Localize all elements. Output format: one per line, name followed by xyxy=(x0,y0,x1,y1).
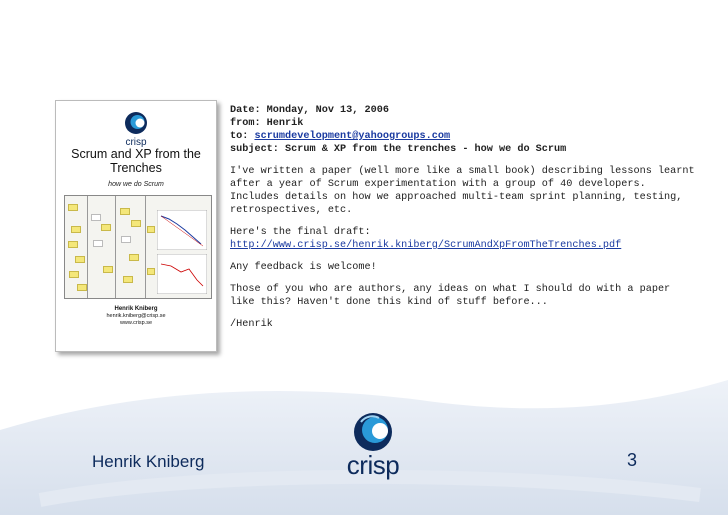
footer-crisp-logo xyxy=(335,410,411,480)
page-number: 3 xyxy=(627,450,638,470)
email-message xyxy=(230,104,700,331)
crisp-logo-icon xyxy=(116,109,156,149)
email-draft-url-link[interactable]: http://www.crisp.se/henrik.kniberg/ScrumAndXpFromTheTrenches.pdf xyxy=(230,240,622,251)
cover-author-site: www.crisp.se xyxy=(119,320,153,326)
email-question: Those of you who are authors, any ideas on what I should do with a paper like this? Haven't done this kind of stuff before... xyxy=(230,284,671,308)
email-subject: subject: Scrum & XP from the trenches - how we do Scrum xyxy=(230,144,567,155)
taskboard-image xyxy=(64,195,212,299)
email-feedback: Any feedback is welcome! xyxy=(230,262,377,273)
email-to-address-link[interactable]: scrumdevelopment@yahoogroups.com xyxy=(254,131,451,142)
cover-author-block xyxy=(56,306,216,327)
email-signature: /Henrik xyxy=(230,319,273,330)
email-to xyxy=(230,130,700,143)
footer-logo-word: crisp xyxy=(346,450,400,480)
email-draft-label: Here's the final draft: xyxy=(230,227,371,238)
email-to-label: to: xyxy=(230,131,255,142)
cover-subtitle: how we do Scrum xyxy=(108,181,164,188)
footer-author: Henrik Kniberg xyxy=(92,452,205,471)
email-headers xyxy=(230,104,700,156)
cover-title: Scrum and XP from the Trenches xyxy=(71,147,201,175)
cover-author-name: Henrik Kniberg xyxy=(114,306,158,312)
email-draft-block xyxy=(230,226,700,252)
cover-author-email: henrik.kniberg@crisp.se xyxy=(106,313,166,319)
email-date: Date: Monday, Nov 13, 2006 xyxy=(230,105,389,116)
email-body-paragraph: I've written a paper (well more like a small book) describing lessons learnt after a year of Scrum experimentation with a group of 40 developers. Includes details on how we approached multi-team sprint planning, testing, retrospectives, etc. xyxy=(230,166,695,216)
email-from: from: Henrik xyxy=(230,118,304,129)
cover-logo-word: crisp xyxy=(125,137,147,148)
book-cover xyxy=(55,100,217,352)
